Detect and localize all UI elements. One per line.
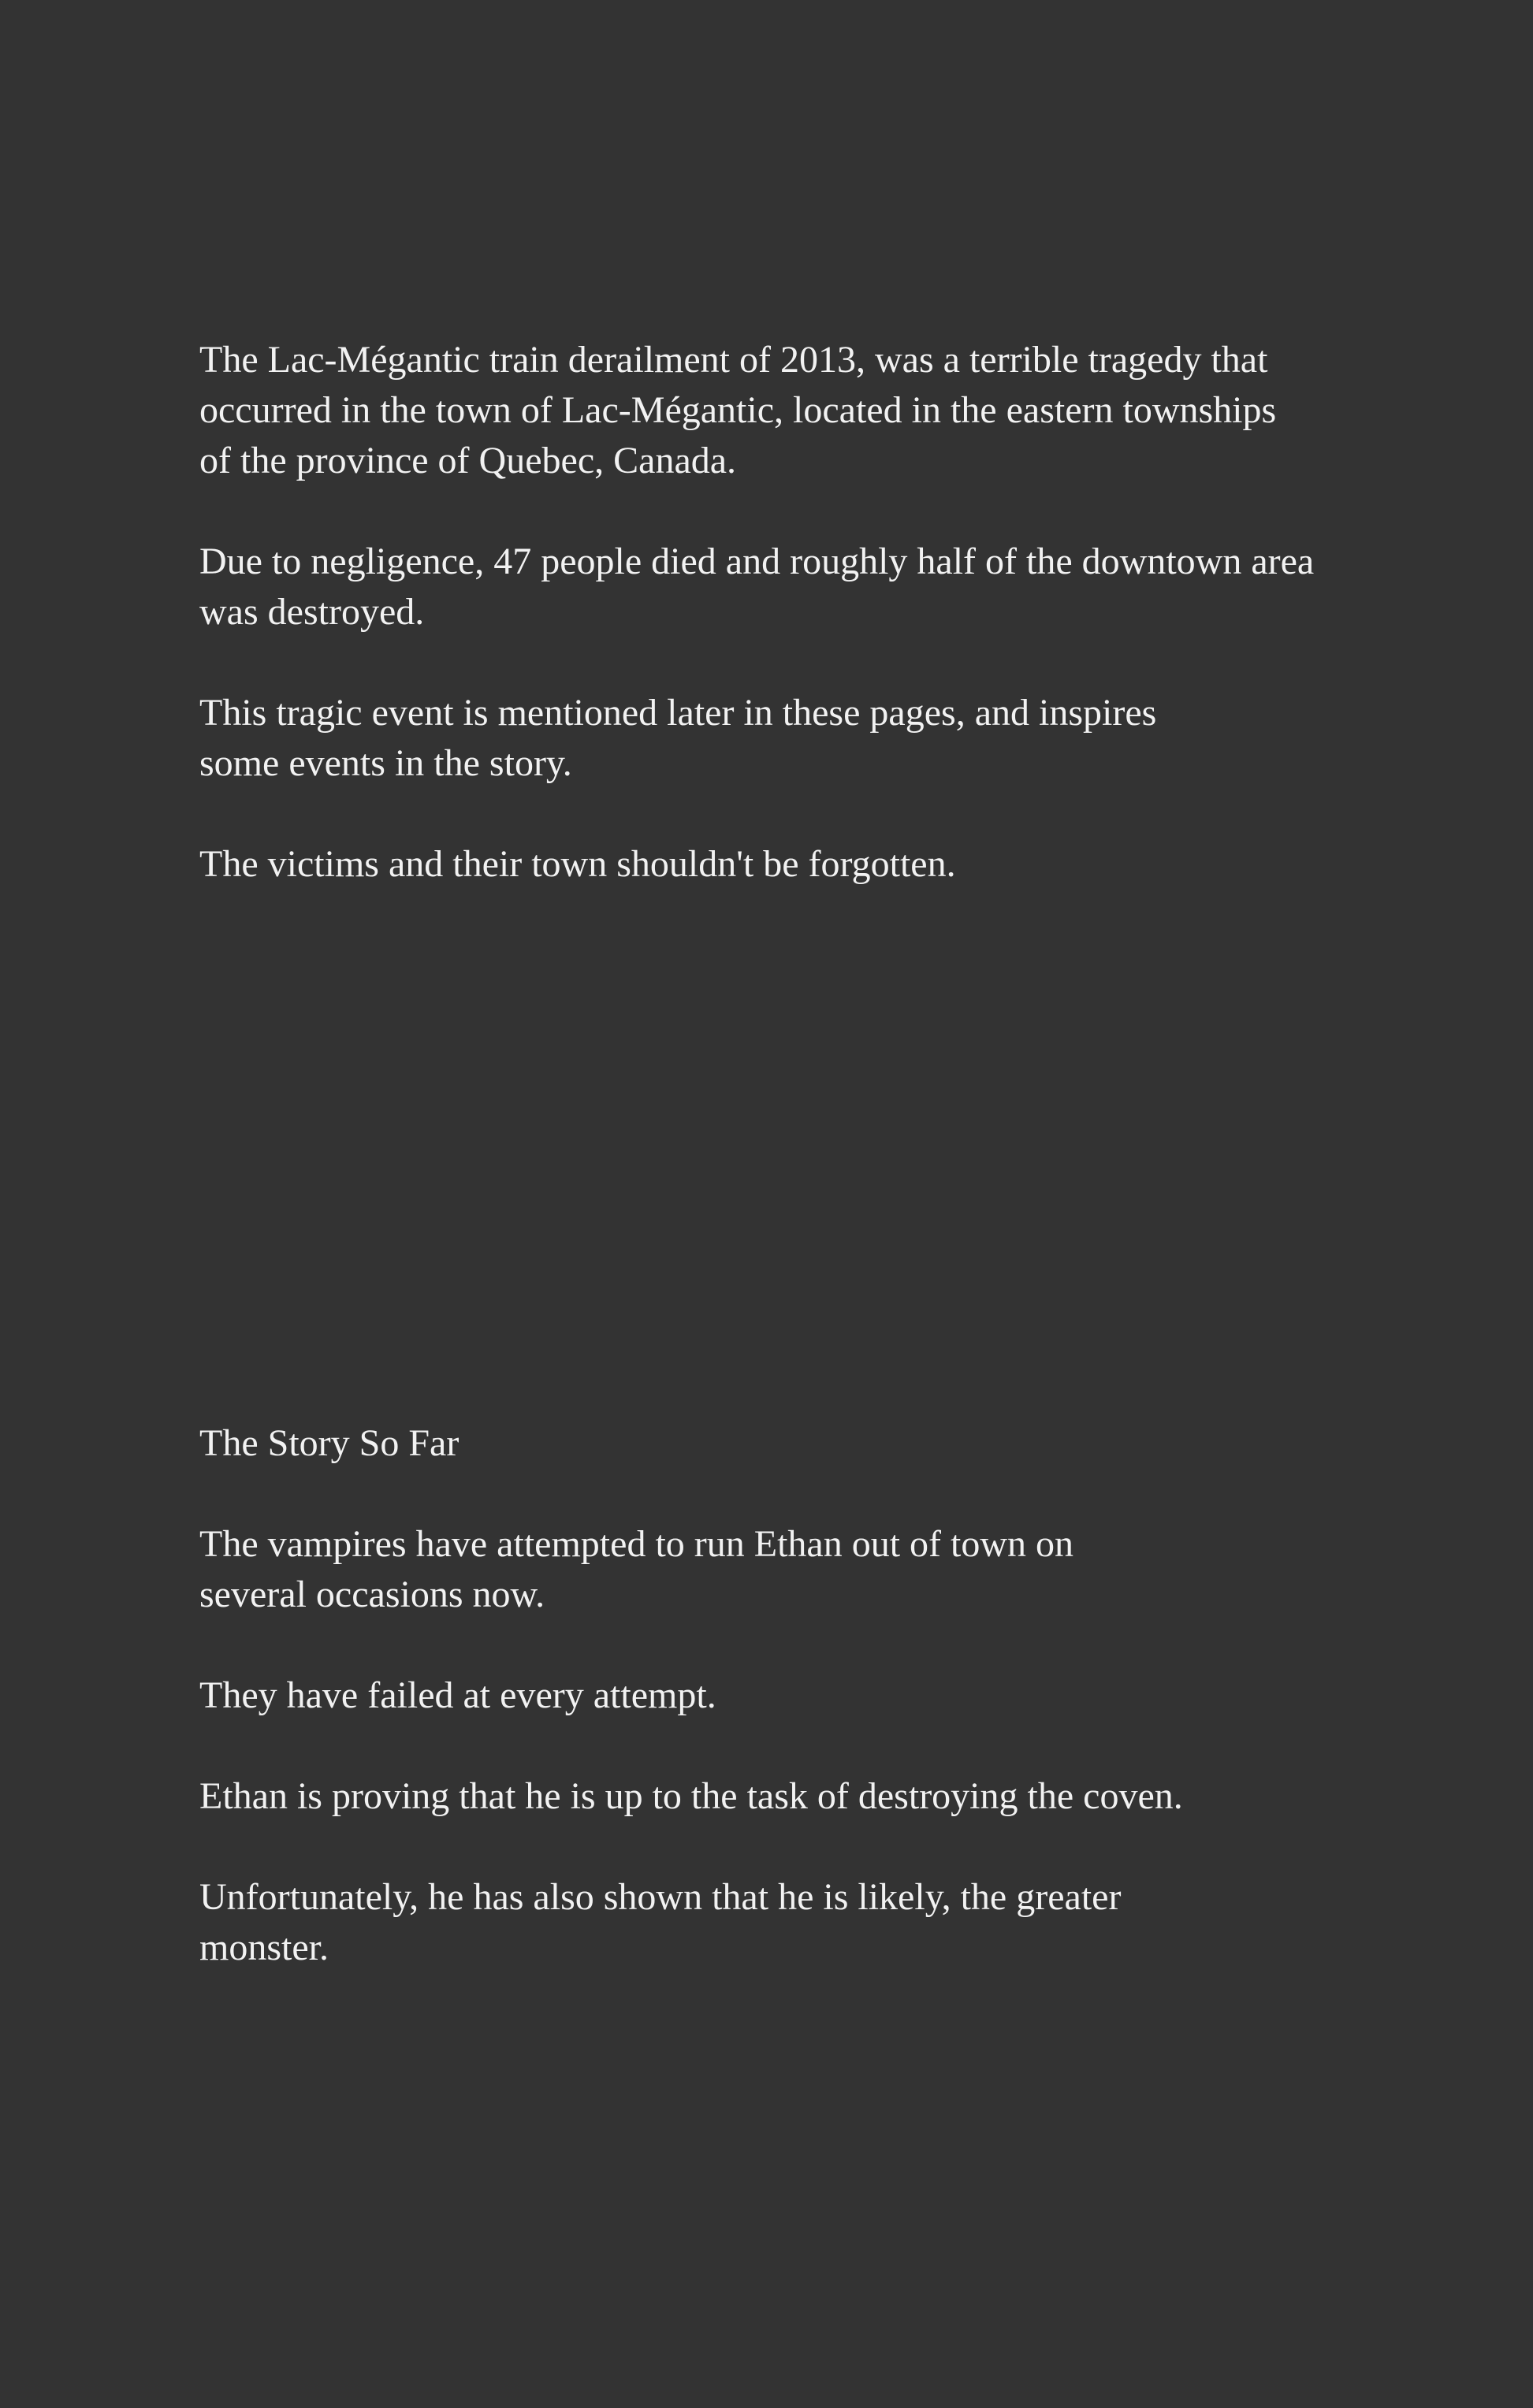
dedication-paragraph-1: The Lac-Mégantic train derailment of 2013, was a terrible tragedy that occurred in the town of Lac-Mégantic, located in the eastern townships of the province of Quebec, Canada. bbox=[199, 339, 1277, 481]
dedication-paragraph-3: This tragic event is mentioned later in these pages, and inspires some events in the story. bbox=[199, 692, 1157, 784]
story-paragraph-2: They have failed at every attempt. bbox=[199, 1674, 716, 1716]
story-so-far-heading: The Story So Far bbox=[199, 1422, 460, 1464]
paragraph-gap bbox=[199, 789, 1350, 839]
story-so-far-section bbox=[199, 1418, 1350, 1973]
paragraph-gap bbox=[199, 1620, 1350, 1670]
paragraph-gap bbox=[199, 637, 1350, 688]
story-paragraph-4: Unfortunately, he has also shown that he is likely, the greater monster. bbox=[199, 1876, 1122, 1968]
paragraph-gap bbox=[199, 486, 1350, 537]
dedication-section bbox=[199, 335, 1350, 890]
paragraph-gap bbox=[199, 1822, 1350, 1872]
dedication-paragraph-2: Due to negligence, 47 people died and roughly half of the downtown area was destroyed. bbox=[199, 541, 1315, 633]
story-paragraph-1: The vampires have attempted to run Ethan out of town on several occasions now. bbox=[199, 1523, 1074, 1615]
paragraph-gap bbox=[199, 1721, 1350, 1771]
dedication-paragraph-4: The victims and their town shouldn't be forgotten. bbox=[199, 843, 956, 885]
paragraph-gap bbox=[199, 1469, 1350, 1519]
story-paragraph-3: Ethan is proving that he is up to the task of destroying the coven. bbox=[199, 1775, 1183, 1817]
